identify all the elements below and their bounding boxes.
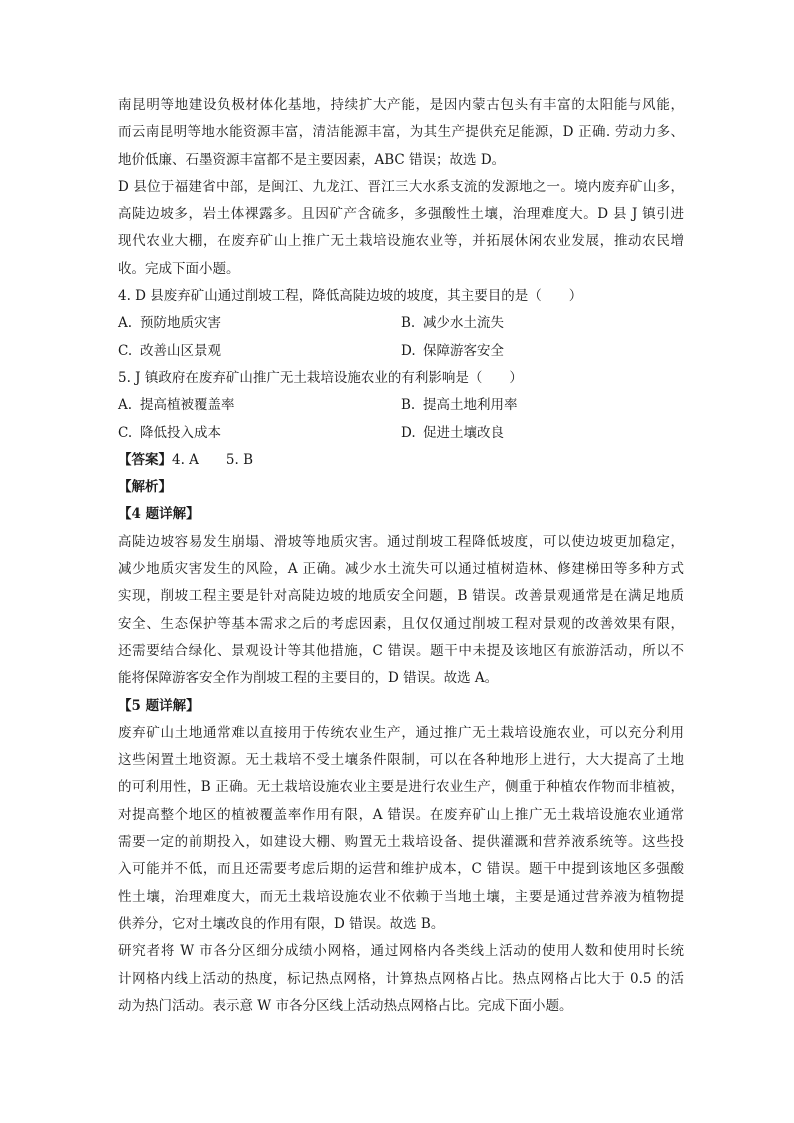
answer-label: 【答案】 bbox=[118, 451, 172, 468]
q5-detail-label: 【5 题详解】 bbox=[118, 697, 200, 714]
q4-detail-paragraph bbox=[118, 529, 684, 693]
text-line: 对提高整个地区的植被覆盖率作用有限，A 错误。在废弃矿山上推广无土栽培设施农业通常 bbox=[118, 806, 684, 823]
text-line: 南昆明等地建设负极材体化基地，持续扩大产能，是因内蒙古包头有丰富的太阳能与风能， bbox=[118, 97, 684, 113]
next-material-paragraph bbox=[118, 938, 684, 1020]
question-stem: 4. D 县废弃矿山通过削坡工程，降低高陡边坡的坡度，其主要目的是（ ） bbox=[118, 288, 583, 305]
answer-line bbox=[118, 447, 684, 474]
text-line: 性土壤，治理难度大，而无土栽培设施农业不依赖于当地土壤，主要是通过营养液为植物提 bbox=[118, 888, 684, 905]
analysis-label: 【解析】 bbox=[118, 479, 172, 496]
option-text: 保障游客安全 bbox=[423, 342, 504, 359]
text-line: 高陡边坡多，岩土体裸露多。且因矿产含硫多，多强酸性土壤，治理难度大。D 县 J 镇引进 bbox=[118, 206, 684, 223]
text-line: 废弃矿山土地通常难以直接用于传统农业生产，通过推广无土栽培设施农业，可以充分利用 bbox=[118, 724, 684, 741]
options-row bbox=[118, 420, 684, 447]
intro-paragraph bbox=[118, 92, 684, 174]
options-row bbox=[118, 392, 684, 419]
option-d bbox=[401, 420, 684, 447]
option-letter: D. bbox=[401, 342, 416, 359]
option-b bbox=[401, 310, 684, 337]
text-line: 计网格内线上活动的热度，标记热点网格，计算热点网格占比。热点网格占比大于 0.5 的活 bbox=[118, 970, 684, 987]
option-c bbox=[118, 338, 401, 365]
text-line: 动为热门活动。表示意 W 市各分区线上活动热点网格占比。完成下面小题。 bbox=[118, 997, 573, 1014]
option-letter: B. bbox=[401, 315, 416, 332]
option-letter: C. bbox=[118, 424, 133, 441]
option-letter: A. bbox=[118, 315, 133, 332]
options-row bbox=[118, 310, 684, 337]
text-line: 研究者将 W 市各分区细分成绩小网格，通过网格内各类线上活动的使用人数和使用时长统 bbox=[118, 943, 684, 960]
material-paragraph bbox=[118, 174, 684, 283]
text-line: 能将保障游客安全作为削坡工程的主要目的，D 错误。故选 A。 bbox=[118, 670, 499, 687]
option-b bbox=[401, 392, 684, 419]
option-text: 预防地质灾害 bbox=[140, 315, 221, 332]
text-line: 这些闲置土地资源。无土栽培不受土壤条件限制，可以在各种地形上进行，大大提高了土地 bbox=[118, 752, 684, 769]
text-line: 供养分，它对土壤改良的作用有限，D 错误。故选 B。 bbox=[118, 915, 445, 932]
option-text: 促进土壤改良 bbox=[423, 424, 504, 441]
option-text: 提高土地利用率 bbox=[423, 397, 518, 414]
text-line: 实现，削坡工程主要是针对高陡边坡的地质安全问题，B 错误。改善景观通常是在满足地质 bbox=[118, 588, 684, 605]
text-line: 地价低廉、石墨资源丰富都不是主要因素，ABC 错误；故选 D。 bbox=[118, 151, 506, 168]
option-a bbox=[118, 392, 401, 419]
option-d bbox=[401, 338, 684, 365]
option-text: 提高植被覆盖率 bbox=[140, 397, 235, 414]
question-4 bbox=[118, 283, 684, 365]
document-content bbox=[118, 92, 684, 1020]
text-line: 需要一定的前期投入，如建设大棚、购置无土栽培设备、提供灌溉和营养液系统等。这些投 bbox=[118, 834, 684, 851]
text-line: 入可能并不低，而且还需要考虑后期的运营和维护成本，C 错误。题干中提到该地区多强酸 bbox=[118, 861, 684, 878]
option-c bbox=[118, 420, 401, 447]
q5-detail-paragraph bbox=[118, 720, 684, 938]
option-text: 降低投入成本 bbox=[140, 424, 221, 441]
option-letter: D. bbox=[401, 424, 416, 441]
answer-value: 4. A 5. B bbox=[172, 451, 254, 468]
text-line: 减少地质灾害发生的风险，A 正确。减少水土流失可以通过植树造林、修建梯田等多种方式 bbox=[118, 561, 684, 578]
option-text: 改善山区景观 bbox=[140, 342, 221, 359]
text-line: 的可利用性，B 正确。无土栽培设施农业主要是进行农业生产，侧重于种植农作物而非植被， bbox=[118, 779, 684, 796]
text-line: 而云南昆明等地水能资源丰富，清洁能源丰富，为其生产提供充足能源，D 正确. 劳动力多、 bbox=[118, 124, 684, 141]
text-line: 还需要结合绿化、景观设计等其他措施，C 错误。题干中未提及该地区有旅游活动，所以不 bbox=[118, 642, 684, 659]
option-letter: A. bbox=[118, 397, 133, 414]
text-line: 高陡边坡容易发生崩塌、滑坡等地质灾害。通过削坡工程降低坡度，可以使边坡更加稳定， bbox=[118, 533, 684, 550]
options-row bbox=[118, 338, 684, 365]
text-line: 收。完成下面小题。 bbox=[118, 260, 240, 277]
question-5 bbox=[118, 365, 684, 447]
option-text: 减少水土流失 bbox=[423, 315, 504, 332]
option-a bbox=[118, 310, 401, 337]
text-line: D 县位于福建省中部，是闽江、九龙江、晋江三大水系支流的发源地之一。境内废弃矿山多， bbox=[118, 178, 684, 195]
option-letter: C. bbox=[118, 342, 133, 359]
text-line: 安全、生态保护等基本需求之后的考虑因素，且仅仅通过削坡工程对景观的改善效果有限， bbox=[118, 615, 684, 632]
q4-detail-label: 【4 题详解】 bbox=[118, 506, 200, 523]
question-stem: 5. J 镇政府在废弃矿山推广无土栽培设施农业的有利影响是（ ） bbox=[118, 369, 523, 386]
text-line: 现代农业大棚，在废弃矿山上推广无土栽培设施农业等，并拓展休闲农业发展，推动农民增 bbox=[118, 233, 684, 250]
option-letter: B. bbox=[401, 397, 416, 414]
